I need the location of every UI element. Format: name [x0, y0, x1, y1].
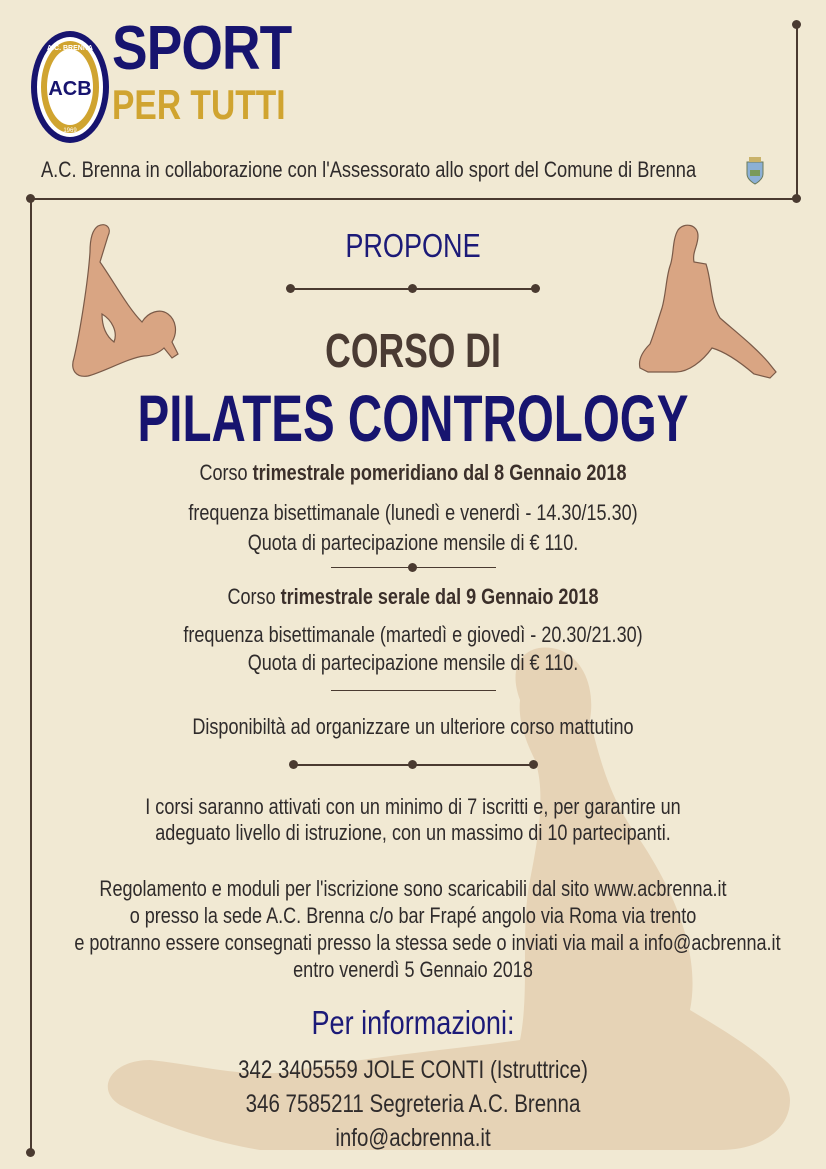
frame-dot [792, 194, 801, 203]
divider-dot [408, 284, 417, 293]
frame-left-line [30, 200, 32, 1152]
contact-phone-2: 346 7585211 Segreteria A.C. Brenna [245, 1090, 581, 1118]
municipal-crest-icon [743, 156, 767, 186]
divider-dot [531, 284, 540, 293]
registration-line-1: Regolamento e moduli per l'iscrizione sono scaricabili dal sito www.acbrenna.it [99, 876, 727, 901]
conditions-line-1: I corsi saranno attivati con un minimo di 7 iscritti e, per garantire un [145, 794, 681, 819]
frame-dot [26, 1148, 35, 1157]
contact-phone-1: 342 3405559 JOLE CONTI (Istruttrice) [238, 1056, 588, 1084]
frame-top-line [31, 198, 798, 200]
availability-text: Disponibiltà ad organizzare un ulteriore corso mattutino [192, 714, 634, 739]
session2-highlight: trimestrale serale dal 9 Gennaio 2018 [280, 584, 599, 609]
contacts-title: Per informazioni: [311, 1004, 515, 1041]
divider-line [331, 690, 496, 691]
course-heading-big: PILATES CONTROLOGY [137, 381, 689, 455]
session1-prefix: Corso [199, 460, 253, 485]
logo-year: 1969 [63, 128, 77, 134]
session1-title [74, 460, 751, 486]
divider-dot [408, 563, 417, 572]
divider-dot [286, 284, 295, 293]
divider-dot [289, 760, 298, 769]
logo-monogram: ACB [48, 78, 92, 100]
header-subtitle: A.C. Brenna in collaborazione con l'Assessorato allo sport del Comune di Brenna [41, 157, 697, 182]
frame-right-line [796, 24, 798, 199]
sport-title: SPORT [112, 14, 292, 83]
session1-fee: Quota di partecipazione mensile di € 110. [247, 530, 579, 555]
contact-email: info@acbrenna.it [335, 1124, 491, 1152]
session2-frequency: frequenza bisettimanale (martedì e giovedì - 20.30/21.30) [183, 622, 643, 647]
course-heading-small: CORSO DI [325, 325, 501, 378]
session2-fee: Quota di partecipazione mensile di € 110. [247, 650, 579, 675]
registration-line-3: e potranno essere consegnati presso la stessa sede o inviati via mail a info@acbrenna.it [74, 930, 781, 955]
divider-dot [529, 760, 538, 769]
per-tutti-title: PER TUTTI [112, 81, 286, 128]
registration-line-2: o presso la sede A.C. Brenna c/o bar Frapé angolo via Roma via trento [129, 903, 697, 928]
registration-line-4: entro venerdì 5 Gennaio 2018 [293, 957, 533, 982]
session1-frequency: frequenza bisettimanale (lunedì e venerdì - 14.30/15.30) [188, 500, 638, 525]
conditions-line-2: adeguato livello di istruzione, con un massimo di 10 partecipanti. [155, 820, 671, 845]
frame-dot [792, 20, 801, 29]
session2-title [74, 584, 751, 610]
session2-prefix: Corso [227, 584, 281, 609]
divider-dot [408, 760, 417, 769]
acb-logo-icon [29, 28, 111, 146]
propone-heading: PROPONE [345, 227, 481, 264]
logo-text: A.C. BRENNA [47, 45, 93, 52]
session1-highlight: trimestrale pomeridiano dal 8 Gennaio 2018 [252, 460, 627, 485]
